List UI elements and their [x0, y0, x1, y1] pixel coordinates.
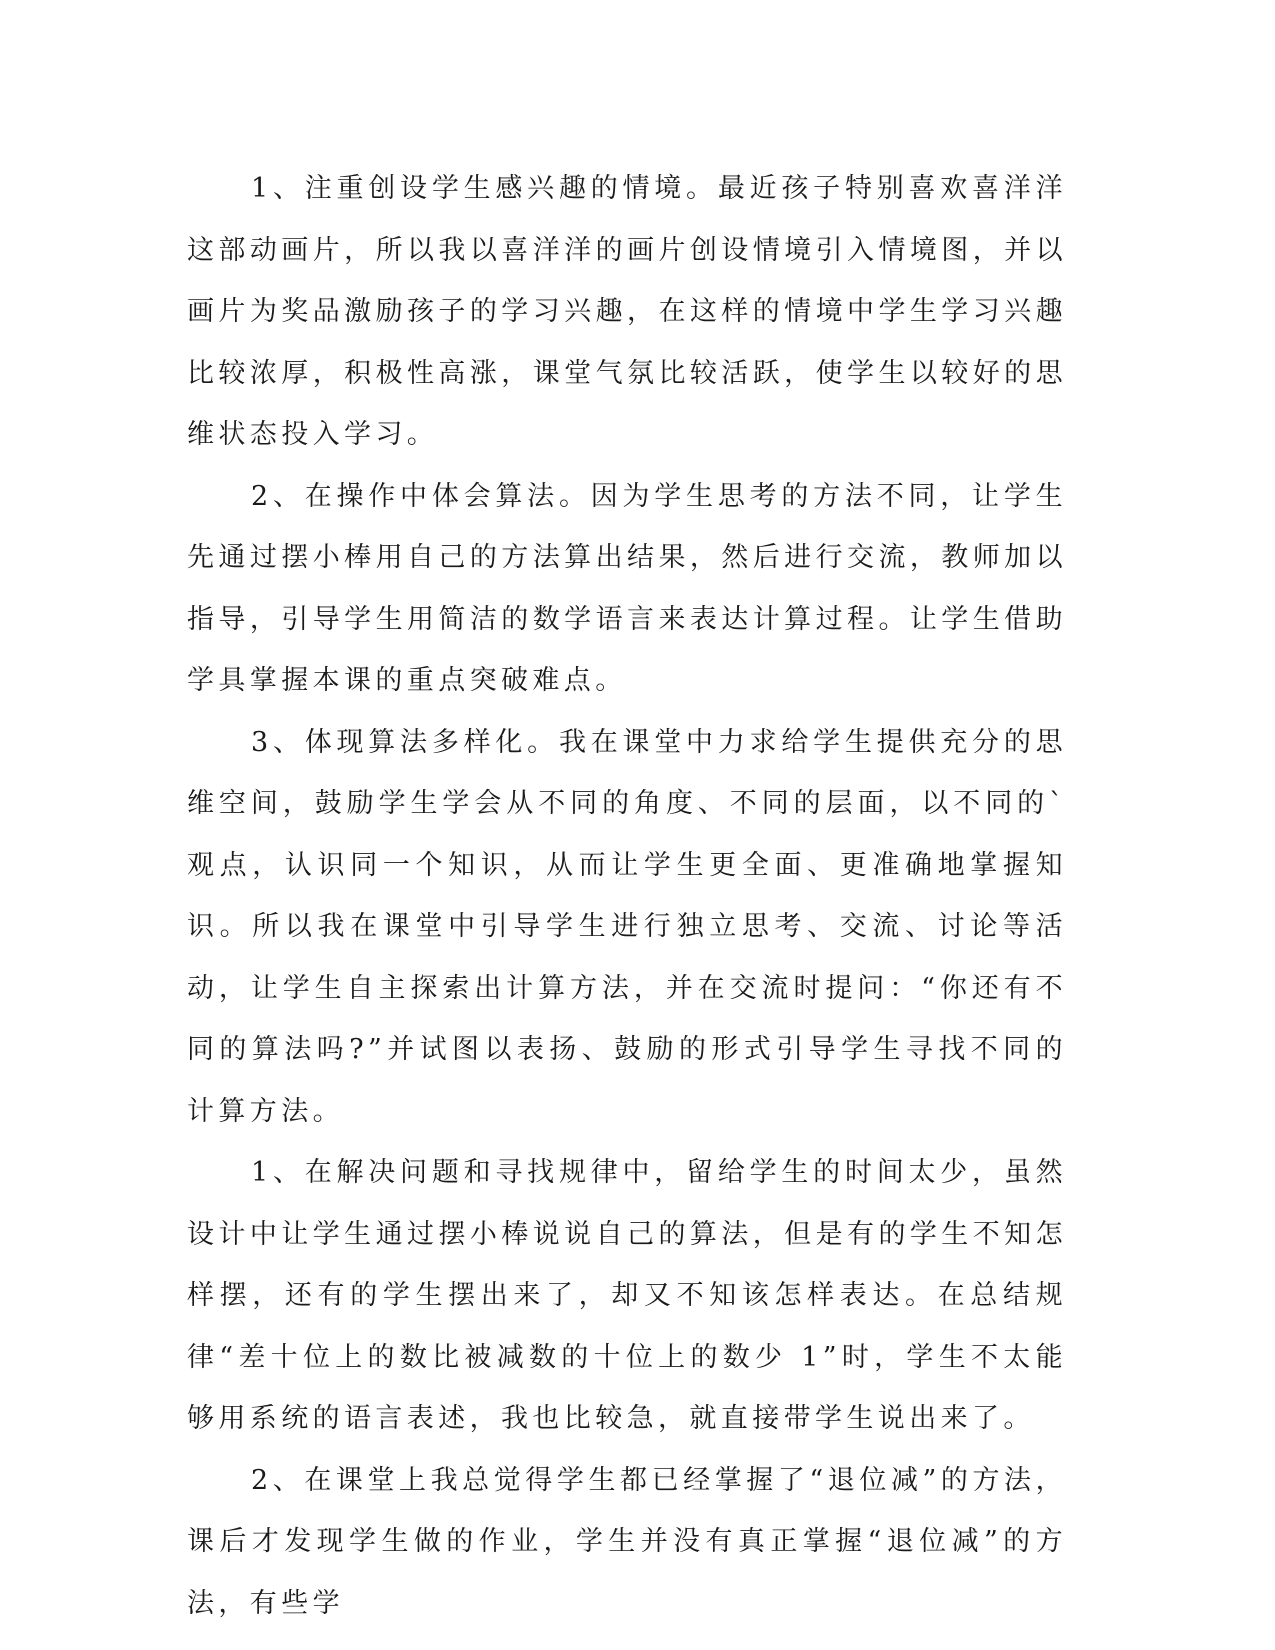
paragraph-2: 2、在操作中体会算法。因为学生思考的方法不同，让学生先通过摆小棒用自己的方法算出结果，然后进行交流，教师加以指导，引导学生用简洁的数学语言来表达计算过程。让学生借助学具掌握本课的重点突破难点。 [187, 480, 1067, 696]
paragraph-5: 2、在课堂上我总觉得学生都已经掌握了“退位减”的方法，课后才发现学生做的作业，学生并没有真正掌握“退位减”的方法，有些学 [187, 1464, 1067, 1619]
paragraph-4: 1、在解决问题和寻找规律中，留给学生的时间太少，虽然设计中让学生通过摆小棒说说自己的算法，但是有的学生不知怎样摆，还有的学生摆出来了，却又不知该怎样表达。在总结规律“差十位上的数比被减数的十位上的数少 1”时，学生不太能够用系统的语言表述，我也比较急，就直接带学生说出来了。 [187, 1157, 1067, 1434]
paragraph-3: 3、体现算法多样化。我在课堂中力求给学生提供充分的思维空间，鼓励学生学会从不同的角度、不同的层面，以不同的`观点，认识同一个知识，从而让学生更全面、更准确地掌握知识。所以我在课堂中引导学生进行独立思考、交流、讨论等活动，让学生自主探索出计算方法，并在交流时提问：“你还有不同的算法吗?”并试图以表扬、鼓励的形式引导学生寻找不同的计算方法。 [187, 726, 1067, 1127]
paragraph-1: 1、注重创设学生感兴趣的情境。最近孩子特别喜欢喜洋洋这部动画片，所以我以喜洋洋的画片创设情境引入情境图，并以画片为奖品激励孩子的学习兴趣，在这样的情境中学生学习兴趣比较浓厚，积极性高涨，课堂气氛比较活跃，使学生以较好的思维状态投入学习。 [187, 173, 1067, 450]
document-body [187, 158, 1067, 1634]
